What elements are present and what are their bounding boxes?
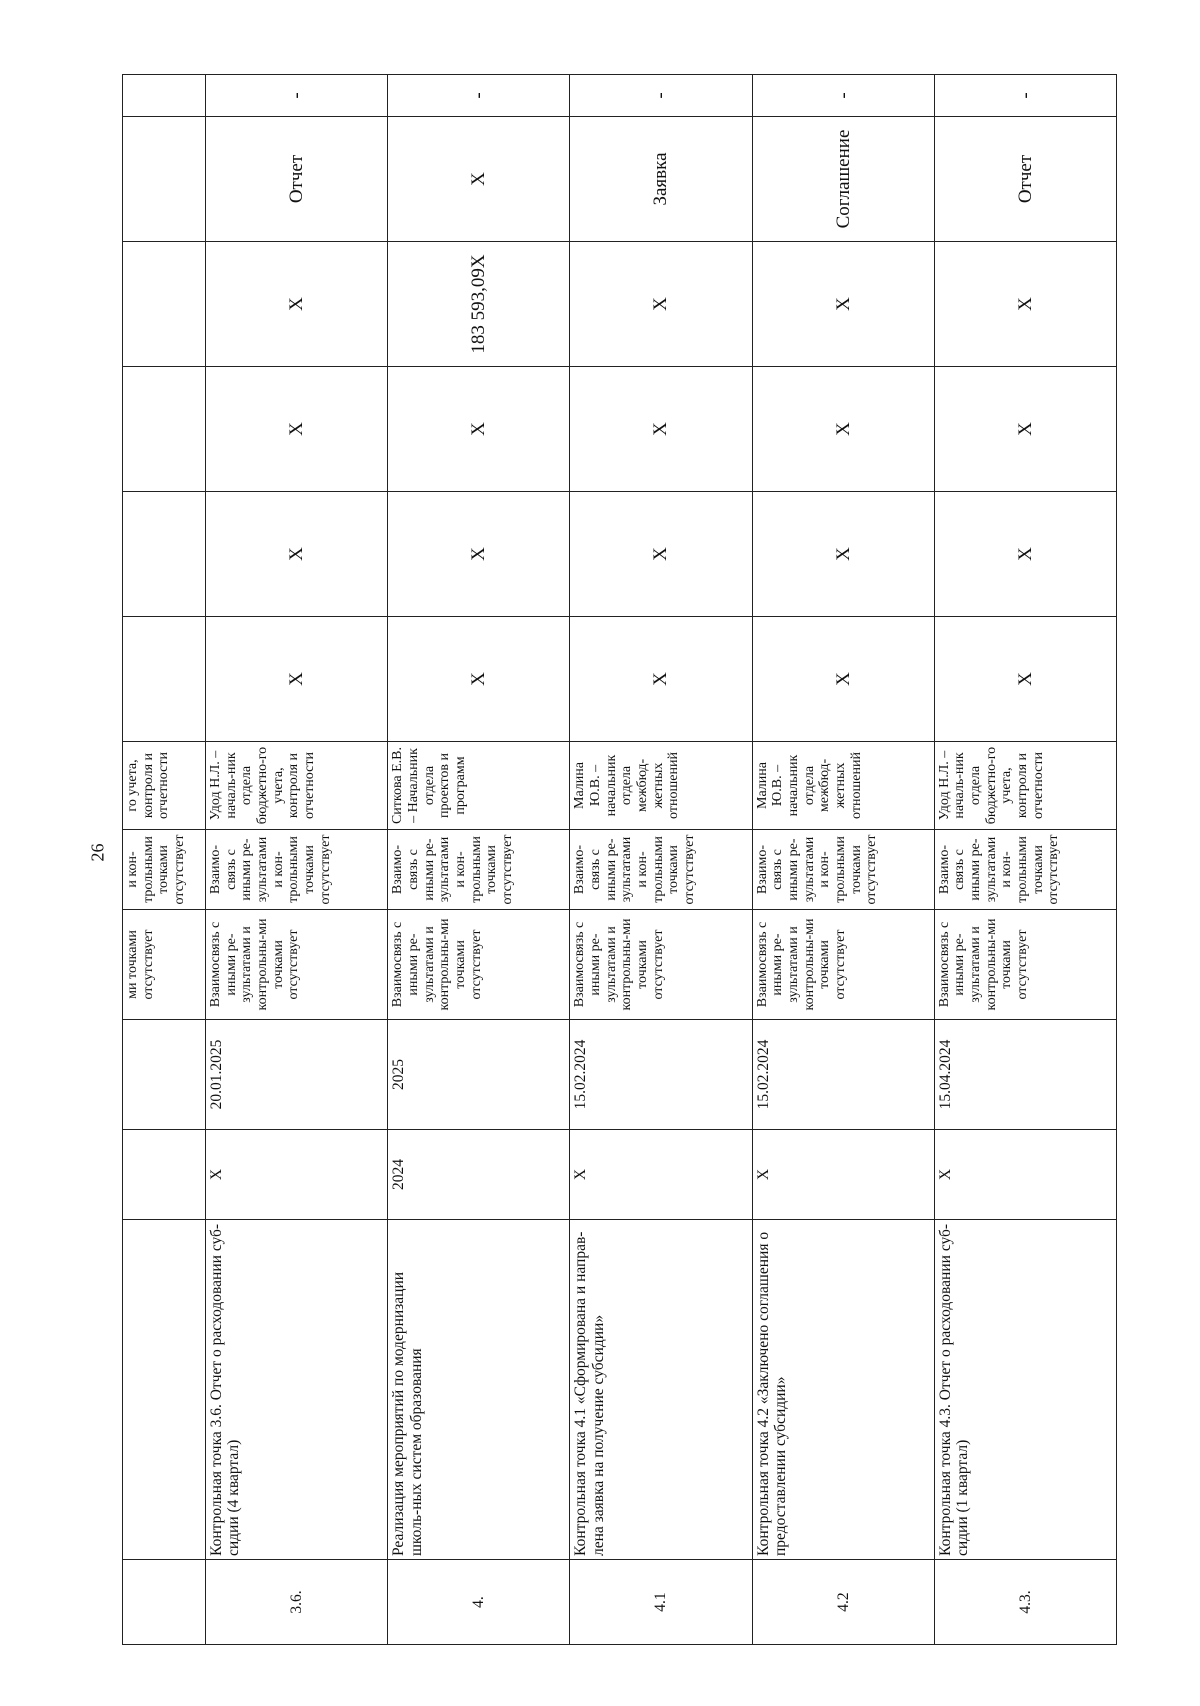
row-last: - [570,75,752,117]
row-col8: X [388,617,570,742]
row-col10: X [752,367,934,492]
table-row [752,75,934,1645]
row-col10: X [934,367,1116,492]
row-start: X [752,1130,934,1220]
row-relation-results: Взаимосвязь с иными ре-зультатами и контрольны-ми точками отсутствует [752,910,934,1020]
cont-cell-num [123,1560,206,1645]
cont-cell-11 [123,242,206,367]
row-last: - [206,75,388,117]
cont-cell-8 [123,617,206,742]
row-document: Отчет [934,117,1116,242]
row-name: Контрольная точка 4.2 «Заключено соглашения о предоставлении субсидии» [752,1220,934,1560]
page-number: 26 [87,843,108,862]
row-relation-points: Взаимо-связь с иными ре-зультатами и кон-трольными точками отсутствует [206,830,388,910]
row-col9: X [752,492,934,617]
row-last: - [752,75,934,117]
row-col11: X [934,242,1116,367]
continuation-row [123,75,206,1645]
row-end: 20.01.2025 [206,1020,388,1130]
row-start: 2024 [388,1130,570,1220]
row-col11: X [570,242,752,367]
row-document: X [388,117,570,242]
row-responsible: Удод Н.Л. – началь-ник отдела бюджетно-го учета, контроля и отчетности [206,742,388,830]
row-col10: X [388,367,570,492]
row-responsible: Малина Ю.В. – начальник отдела межбюд-жетных отношений [752,742,934,830]
row-name: Контрольная точка 3.6. Отчет о расходовании суб-сидии (4 квартал) [206,1220,388,1560]
cont-cell-last [123,75,206,117]
cont-cell-start [123,1130,206,1220]
row-col8: X [570,617,752,742]
row-col9: X [570,492,752,617]
cont-cell-rel1: ми точками отсутствует [123,910,206,1020]
row-end: 15.02.2024 [570,1020,752,1130]
row-responsible: Малина Ю.В. – начальник отдела межбюд-жетных отношений [570,742,752,830]
row-name: Контрольная точка 4.1 «Сформирована и направ-лена заявка на получение субсидии» [570,1220,752,1560]
row-relation-points: Взаимо-связь с иными ре-зультатами и кон-трольными точками отсутствует [570,830,752,910]
row-number: 4.1 [570,1560,752,1645]
rotated-table-wrapper [122,75,1117,1645]
row-relation-results: Взаимосвязь с иными ре-зультатами и контрольны-ми точками отсутствует [570,910,752,1020]
row-number: 4.3. [934,1560,1116,1645]
row-relation-points: Взаимо-связь с иными ре-зультатами и кон-трольными точками отсутствует [752,830,934,910]
row-responsible: Ситкова Е.В. – Начальник отдела проектов и программ [388,742,570,830]
row-relation-results: Взаимосвязь с иными ре-зультатами и контрольны-ми точками отсутствует [388,910,570,1020]
row-col8: X [206,617,388,742]
row-last: - [934,75,1116,117]
row-name: Реализация мероприятий по модернизации школь-ных систем образования [388,1220,570,1560]
cont-cell-9 [123,492,206,617]
cont-cell-resp: го учета, контроля и отчетности [123,742,206,830]
row-col8: X [934,617,1116,742]
cont-cell-rel2: и кон-трольными точками отсутствует [123,830,206,910]
table-row [934,75,1116,1645]
row-relation-points: Взаимо-связь с иными ре-зультатами и кон-трольными точками отсутствует [388,830,570,910]
row-relation-results: Взаимосвязь с иными ре-зультатами и контрольны-ми точками отсутствует [934,910,1116,1020]
row-col11: 183 593,09X [388,242,570,367]
row-end: 2025 [388,1020,570,1130]
row-col9: X [206,492,388,617]
row-col11: X [206,242,388,367]
row-last: - [388,75,570,117]
cont-cell-10 [123,367,206,492]
cont-cell-doc [123,117,206,242]
row-start: X [934,1130,1116,1220]
row-number: 3.6. [206,1560,388,1645]
row-end: 15.02.2024 [752,1020,934,1130]
row-end: 15.04.2024 [934,1020,1116,1130]
row-responsible: Удод Н.Л. – началь-ник отдела бюджетно-го учета, контроля и отчетности [934,742,1116,830]
row-col9: X [934,492,1116,617]
row-col9: X [388,492,570,617]
row-number: 4.2 [752,1560,934,1645]
row-col11: X [752,242,934,367]
row-name: Контрольная точка 4.3. Отчет о расходовании суб-сидии (1 квартал) [934,1220,1116,1560]
row-document: Соглашение [752,117,934,242]
row-document: Отчет [206,117,388,242]
row-col8: X [752,617,934,742]
cont-cell-name [123,1220,206,1560]
table-row [206,75,388,1645]
row-relation-points: Взаимо-связь с иными ре-зультатами и кон-трольными точками отсутствует [934,830,1116,910]
row-col10: X [206,367,388,492]
row-start: X [570,1130,752,1220]
control-points-table [122,74,1117,1645]
row-number: 4. [388,1560,570,1645]
cont-cell-end [123,1020,206,1130]
row-relation-results: Взаимосвязь с иными ре-зультатами и контрольны-ми точками отсутствует [206,910,388,1020]
table-row [388,75,570,1645]
row-col10: X [570,367,752,492]
row-start: X [206,1130,388,1220]
table-row [570,75,752,1645]
row-document: Заявка [570,117,752,242]
